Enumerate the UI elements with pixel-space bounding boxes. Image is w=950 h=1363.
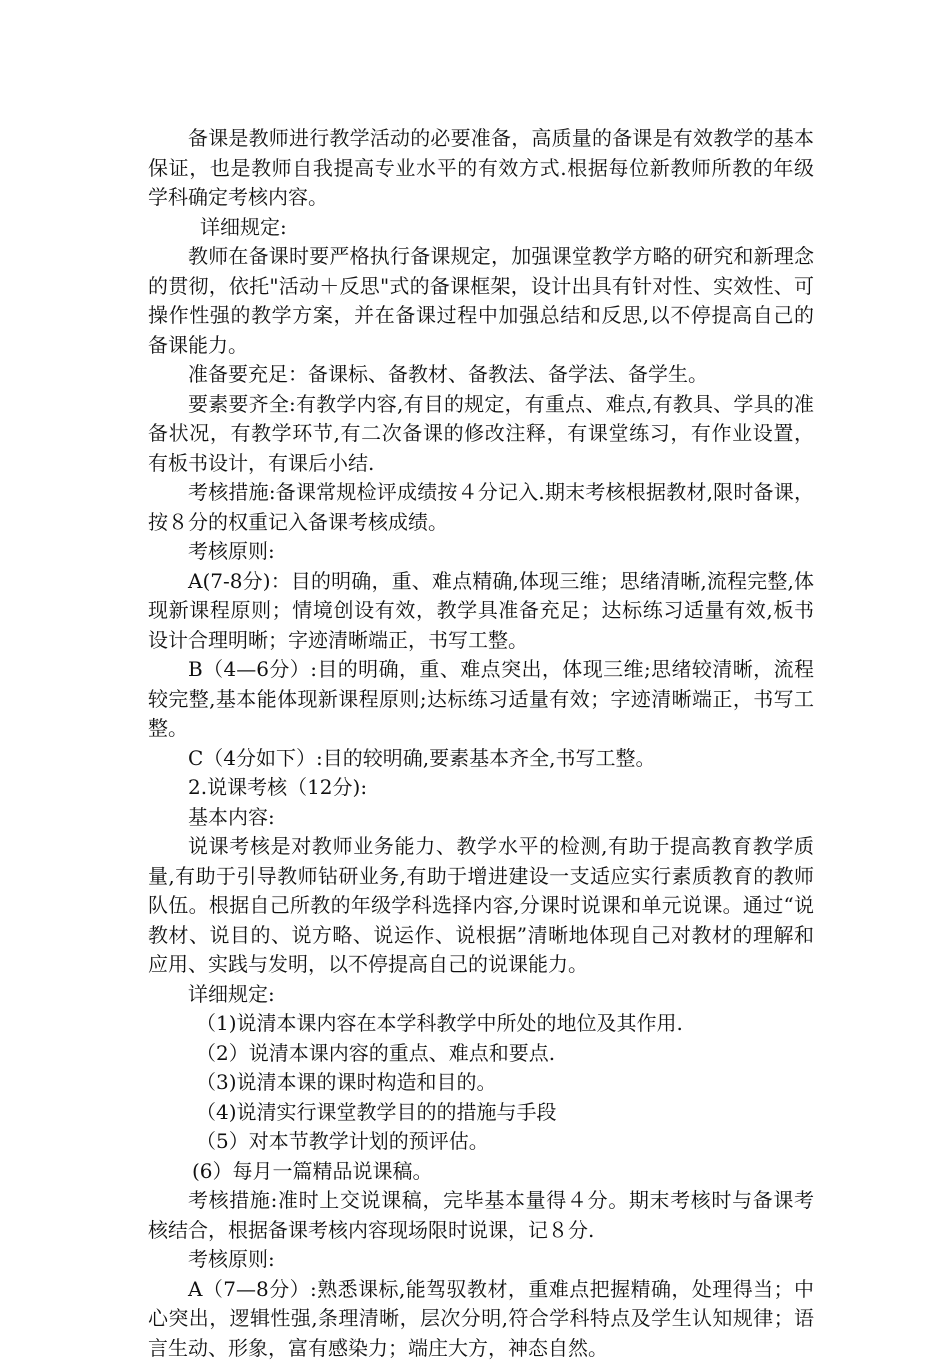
list-item-6: (6）每月一篇精品说课稿。: [148, 1157, 814, 1187]
paragraph-rules-body: 教师在备课时要严格执行备课规定，加强课堂教学方略的研究和新理念的贯彻，依托"活动＋反思"式的备课框架，设计出具有针对性、实效性、可操作性强的教学方案，并在备课过程中加强总结和反思,以不停提高自己的备课能力。: [148, 242, 814, 360]
heading-basic-content: 基本内容:: [148, 803, 814, 833]
list-item-3: （3)说清本课的课时构造和目的。: [148, 1068, 814, 1098]
heading-detailed-rules: 详细规定:: [148, 213, 814, 243]
heading-assessment-principles-2: 考核原则:: [148, 1245, 814, 1275]
paragraph-assessment-measures-2: 考核措施:准时上交说课稿，完毕基本量得４分。期末考核时与备课考核结合，根据备课考核内容现场限时说课，记８分.: [148, 1186, 814, 1245]
heading-detailed-rules-2: 详细规定:: [148, 980, 814, 1010]
paragraph-grade-a: A(7-8分)：目的明确，重、难点精确,体现三维；思绪清晰,流程完整,体现新课程原则；情境创设有效，教学具准备充足；达标练习适量有效,板书设计合理明晰；字迹清晰端正，书写工整。: [148, 567, 814, 656]
paragraph-lecture-grade-a: A（7—8分）:熟悉课标,能驾驭教材，重难点把握精确，处理得当；中心突出，逻辑性强,条理清晰，层次分明,符合学科特点及学生认知规律；语言生动、形象，富有感染力；端庄大方，神态自然。: [148, 1275, 814, 1363]
paragraph-intro: 备课是教师进行教学活动的必要准备，高质量的备课是有效教学的基本保证，也是教师自我提高专业水平的有效方式.根据每位新教师所教的年级学科确定考核内容。: [148, 124, 814, 213]
list-item-1: （1)说清本课内容在本学科教学中所处的地位及其作用.: [148, 1009, 814, 1039]
heading-assessment-principles: 考核原则:: [148, 537, 814, 567]
paragraph-preparation: 准备要充足：备课标、备教材、备教法、备学法、备学生。: [148, 360, 814, 390]
paragraph-assessment-measures: 考核措施:备课常规检评成绩按４分记入.期末考核根据教材,限时备课，按８分的权重记入备课考核成绩。: [148, 478, 814, 537]
heading-lecture-assessment: 2.说课考核（12分):: [148, 773, 814, 803]
paragraph-lecture-body: 说课考核是对教师业务能力、教学水平的检测,有助于提高教育教学质量,有助于引导教师钻研业务,有助于增进建设一支适应实行素质教育的教师队伍。根据自己所教的年级学科选择内容,分课时说课和单元说课。通过“说教材、说目的、说方略、说运作、说根据”清晰地体现自己对教材的理解和应用、实践与发明，以不停提高自己的说课能力。: [148, 832, 814, 980]
paragraph-grade-b: B（4—6分）:目的明确，重、难点突出，体现三维;思绪较清晰，流程较完整,基本能体现新课程原则;达标练习适量有效；字迹清晰端正，书写工整。: [148, 655, 814, 744]
list-item-4: （4)说清实行课堂教学目的的措施与手段: [148, 1098, 814, 1128]
paragraph-grade-c: C（4分如下）:目的较明确,要素基本齐全,书写工整。: [148, 744, 814, 774]
paragraph-elements: 要素要齐全:有教学内容,有目的规定，有重点、难点,有教具、学具的准备状况，有教学环节,有二次备课的修改注释，有课堂练习，有作业设置，有板书设计，有课后小结.: [148, 390, 814, 479]
document-body: [148, 124, 814, 1363]
list-item-2: （2）说清本课内容的重点、难点和要点.: [148, 1039, 814, 1069]
list-item-5: （5）对本节教学计划的预评估。: [148, 1127, 814, 1157]
